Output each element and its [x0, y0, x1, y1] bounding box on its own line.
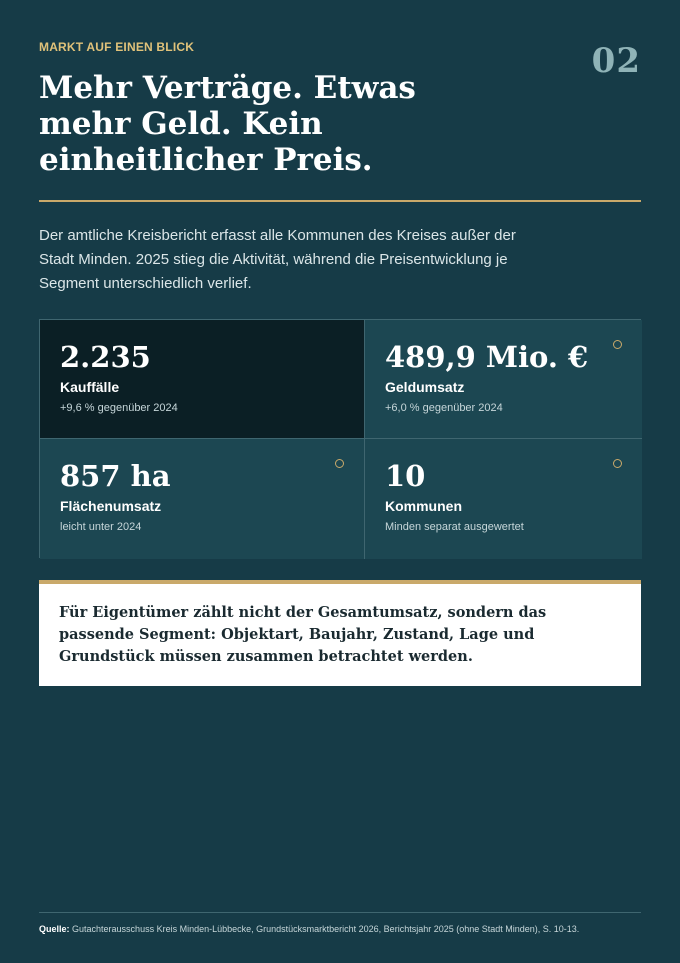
stat-value: 857 ha	[60, 459, 171, 493]
intro-paragraph: Der amtliche Kreisbericht erfasst alle Kommunen des Kreises außer der Stadt Minden. 2025 stieg die Aktivität, während die Preisentwicklung je Segment unterschiedlich verlief.	[39, 227, 516, 292]
circle-marker-icon	[335, 459, 344, 468]
stat-card-kommunen	[365, 439, 642, 559]
footer-divider	[39, 912, 641, 913]
source-label: Quelle:	[39, 924, 70, 934]
callout-text: Für Eigentümer zählt nicht der Gesamtumsatz, sondern das passende Segment: Objektart, Baujahr, Zustand, Lage und Grundstück müssen zusammen betrachtet werden.	[59, 604, 547, 665]
stat-subtext: leicht unter 2024	[60, 521, 142, 533]
stat-value: 10	[385, 459, 426, 493]
stat-card-flaechenumsatz	[40, 439, 365, 559]
stat-subtext: +9,6 % gegenüber 2024	[60, 402, 178, 414]
key-figures-grid	[39, 319, 641, 558]
page-title: Mehr Verträge. Etwas mehr Geld. Kein einheitlicher Preis.	[39, 70, 416, 178]
stat-subtext: Minden separat ausgewertet	[385, 521, 524, 533]
stat-card-kauffaelle	[40, 320, 365, 439]
stat-value: 2.235	[60, 340, 151, 374]
circle-marker-icon	[613, 340, 622, 349]
stat-label: Kommunen	[385, 498, 462, 514]
callout-box	[39, 580, 641, 686]
stat-value: 489,9 Mio. €	[385, 340, 589, 374]
page-number: 02	[591, 41, 641, 81]
source-note	[39, 923, 641, 935]
section-kicker: MARKT AUF EINEN BLICK	[39, 40, 195, 54]
title-divider	[39, 200, 641, 202]
source-text: Gutachterausschuss Kreis Minden-Lübbecke, Grundstücksmarktbericht 2026, Berichtsjahr 2025 (ohne Stadt Minden), S. 10-13.	[72, 924, 580, 934]
stat-label: Kauffälle	[60, 379, 120, 395]
stat-subtext: +6,0 % gegenüber 2024	[385, 402, 503, 414]
stat-label: Geldumsatz	[385, 379, 465, 395]
page	[39, 0, 641, 963]
circle-marker-icon	[613, 459, 622, 468]
stat-card-geldumsatz	[365, 320, 642, 439]
stat-label: Flächenumsatz	[60, 498, 162, 514]
